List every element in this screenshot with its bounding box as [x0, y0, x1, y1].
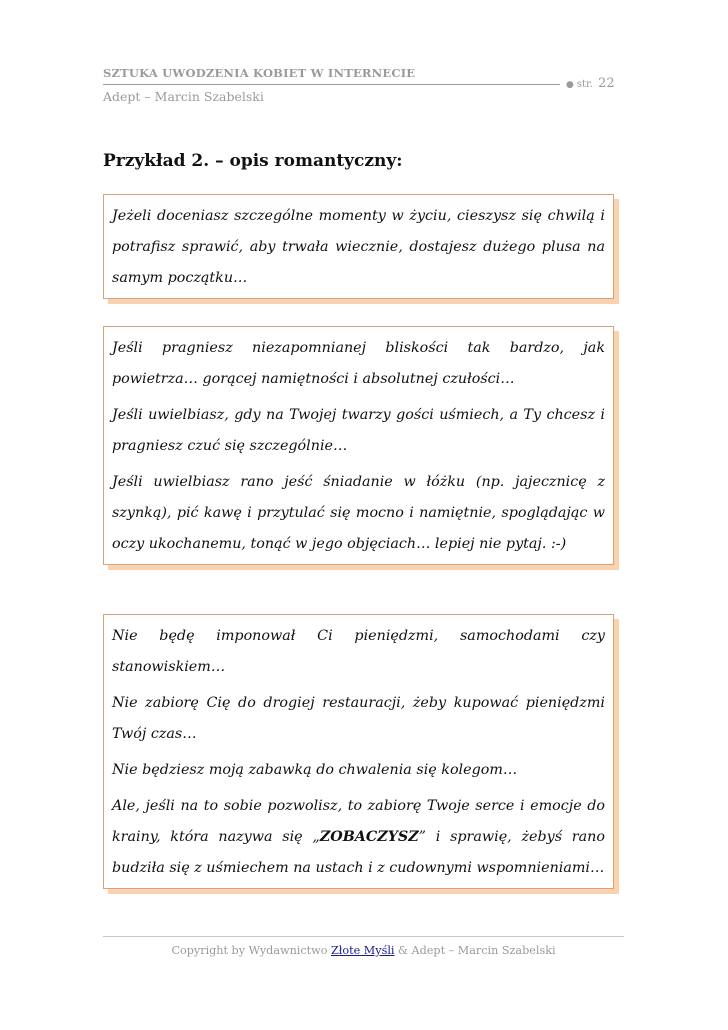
- paragraph: Nie będę imponował Ci pieniędzmi, samochodami czy stanowiskiem…: [112, 628, 605, 675]
- paragraph: [112, 791, 605, 884]
- header-author: Adept – Marcin Szabelski: [103, 89, 264, 104]
- emphasis-zobaczysz: ZOBACZYSZ: [319, 829, 419, 845]
- paragraph: Jeśli pragniesz niezapomnianej bliskości tak bardzo, jak powietrza… gorącej namiętności i absolutnej czułości…: [112, 340, 605, 387]
- section-title: Przykład 2. – opis romantyczny:: [103, 151, 403, 171]
- footer-rule: [103, 936, 624, 937]
- publisher-link[interactable]: Złote Myśli: [331, 944, 395, 957]
- paragraph-text-end: ” i sprawię, żebyś rano budziła się z uśmiechem na ustach i z cudownymi wspomnieniami…: [112, 829, 605, 876]
- page-number: [566, 76, 615, 91]
- quote-box-2: [103, 326, 614, 565]
- header-rule: [103, 84, 560, 85]
- paragraph: Nie będziesz moją zabawką do chwalenia się kolegom…: [112, 762, 518, 778]
- page-number-value: 22: [598, 76, 615, 91]
- page-prefix: str.: [576, 79, 593, 90]
- footer: [103, 944, 624, 957]
- quote-box-3: [103, 614, 614, 889]
- footer-prefix: Copyright by Wydawnictwo: [171, 944, 328, 957]
- quote-box-1: [103, 194, 614, 299]
- paragraph: Jeśli uwielbiasz, gdy na Twojej twarzy gości uśmiech, a Ty chcesz i pragniesz czuć się szczególnie…: [112, 407, 605, 454]
- paragraph-text-start: Ale, jeśli na to sobie pozwolisz, to zabiorę Twoje serce i emocje do krainy, która nazywa się „: [112, 798, 605, 845]
- paragraph: Nie zabiorę Cię do drogiej restauracji, żeby kupować pieniędzmi Twój czas…: [112, 695, 605, 742]
- bullet-icon: ●: [566, 80, 574, 90]
- footer-suffix: & Adept – Marcin Szabelski: [398, 944, 556, 957]
- paragraph: Jeśli uwielbiasz rano jeść śniadanie w łóżku (np. jajecznicę z szynką), pić kawę i przytulać się mocno i namiętnie, spoglądając w oczy ukochanemu, tonąć w jego objęciach… lepiej nie pytaj. :-): [112, 474, 605, 552]
- paragraph: Jeżeli doceniasz szczególne momenty w życiu, cieszysz się chwilą i potrafisz sprawić, aby trwała wiecznie, dostajesz dużego plusa na samym początku…: [112, 208, 605, 286]
- header-book-title: SZTUKA UWODZENIA KOBIET W INTERNECIE: [103, 66, 416, 80]
